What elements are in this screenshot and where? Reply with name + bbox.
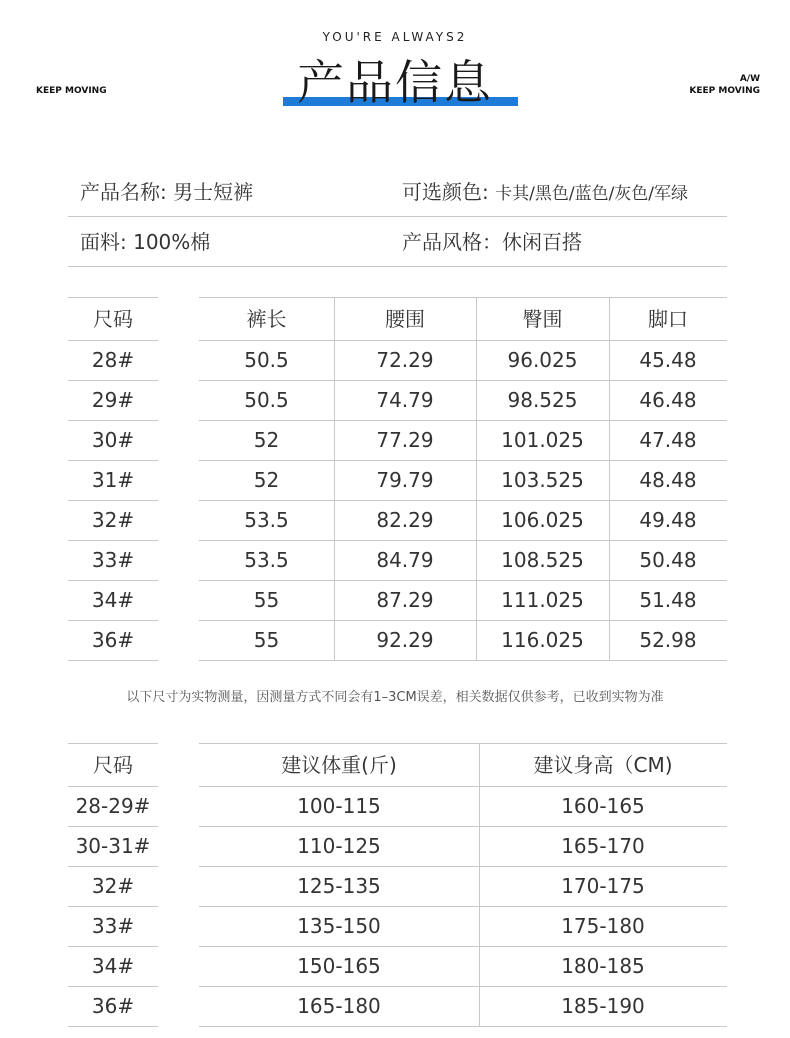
table-line [199, 786, 727, 787]
table-cell: 28-29# [75, 794, 151, 818]
table-cell: 77.29 [376, 428, 434, 452]
table-cell: 52.98 [639, 628, 697, 652]
table-cell: 82.29 [376, 508, 434, 532]
table-line [199, 826, 727, 827]
table-cell: 84.79 [376, 548, 434, 572]
table-cell: 48.48 [639, 468, 697, 492]
table-cell: 103.525 [501, 468, 584, 492]
table-cell: 79.79 [376, 468, 434, 492]
table-cell: 28# [91, 348, 135, 372]
table-cell: 51.48 [639, 588, 697, 612]
table-cell: 34# [91, 588, 135, 612]
column-header: 臀围 [522, 306, 563, 331]
table-cell: 165-180 [297, 994, 381, 1018]
table-cell: 33# [91, 548, 135, 572]
table-cell: 30# [91, 428, 135, 452]
table-cell: 50.5 [244, 388, 289, 412]
table-line [199, 1026, 727, 1027]
table-cell: 52 [253, 428, 280, 452]
column-header: 腰围 [385, 306, 425, 331]
column-header: 脚口 [648, 306, 688, 331]
table-line [199, 866, 727, 867]
table-line [68, 1026, 158, 1027]
table-cell: 32# [91, 508, 135, 532]
table-line [68, 906, 158, 907]
measurement-note: 以下尺寸为实物测量，因测量方式不同会有1–3CM误差，相关数据仅供参考，已收到实物为准 [126, 690, 664, 705]
table-line [199, 946, 727, 947]
table-line [68, 986, 158, 987]
table-cell: 30-31# [75, 834, 151, 858]
table-cell: 47.48 [639, 428, 697, 452]
table-line [68, 946, 158, 947]
table-cell: 96.025 [507, 348, 578, 372]
table-cell: 72.29 [376, 348, 434, 372]
page-title: 产品信息 [297, 56, 493, 111]
table-cell: 50.48 [639, 548, 697, 572]
table-cell: 170-175 [561, 874, 645, 898]
table-cell: 49.48 [639, 508, 697, 532]
product-fabric: 面料: 100%棉 [80, 230, 211, 254]
table-line [199, 986, 727, 987]
header-subtitle: YOU'RE ALWAYS2 [322, 30, 468, 44]
table-cell: 50.5 [244, 348, 289, 372]
table-cell: 87.29 [376, 588, 434, 612]
table-cell: 98.525 [507, 388, 578, 412]
table-cell: 108.525 [501, 548, 584, 572]
left-tag: KEEP MOVING [36, 86, 107, 96]
table-cell: 34# [91, 954, 135, 978]
table-cell: 150-165 [297, 954, 381, 978]
table-cell: 31# [91, 468, 135, 492]
table-cell: 55 [253, 628, 280, 652]
table-cell: 36# [91, 628, 135, 652]
table-cell: 180-185 [561, 954, 645, 978]
table-cell: 32# [91, 874, 135, 898]
table-cell: 53.5 [244, 508, 289, 532]
table-cell: 185-190 [561, 994, 645, 1018]
table-cell: 110-125 [297, 834, 381, 858]
table-cell: 165-170 [561, 834, 645, 858]
table-cell: 45.48 [639, 348, 697, 372]
table-cell: 29# [91, 388, 135, 412]
table-line [199, 906, 727, 907]
table-cell: 52 [253, 468, 280, 492]
table-line [68, 786, 158, 787]
table-cell: 55 [253, 588, 280, 612]
table-cell: 100-115 [297, 794, 381, 818]
table-line [68, 866, 158, 867]
colors-value: 卡其/黑色/蓝色/灰色/军绿 [495, 184, 689, 204]
table-cell: 125-135 [297, 874, 381, 898]
right-tag-bottom: KEEP MOVING [689, 86, 760, 96]
column-header: 尺码 [93, 306, 133, 331]
table-cell: 46.48 [639, 388, 697, 412]
column-header: 裤长 [246, 306, 287, 331]
table-cell: 74.79 [376, 388, 434, 412]
table-cell: 111.025 [501, 588, 584, 612]
table-cell: 36# [91, 994, 135, 1018]
table-cell: 135-150 [297, 914, 381, 938]
right-tag-top: A/W [739, 74, 760, 84]
table-cell: 53.5 [244, 548, 289, 572]
table-cell: 33# [91, 914, 135, 938]
table-cell: 106.025 [501, 508, 584, 532]
table-cell: 175-180 [561, 914, 645, 938]
table-line [68, 743, 158, 744]
product-style: 产品风格：休闲百搭 [402, 230, 582, 254]
table-line [199, 743, 727, 744]
column-header: 尺码 [93, 752, 133, 777]
column-header: 建议身高（CM) [533, 752, 673, 777]
table-cell: 101.025 [501, 428, 584, 452]
product-name: 产品名称: 男士短裤 [80, 180, 254, 204]
table-cell: 116.025 [501, 628, 584, 652]
table-line [68, 826, 158, 827]
column-header: 建议体重(斤) [281, 752, 397, 777]
colors-label: 可选颜色: [402, 180, 496, 204]
table-cell: 92.29 [376, 628, 434, 652]
table-cell: 160-165 [561, 794, 645, 818]
